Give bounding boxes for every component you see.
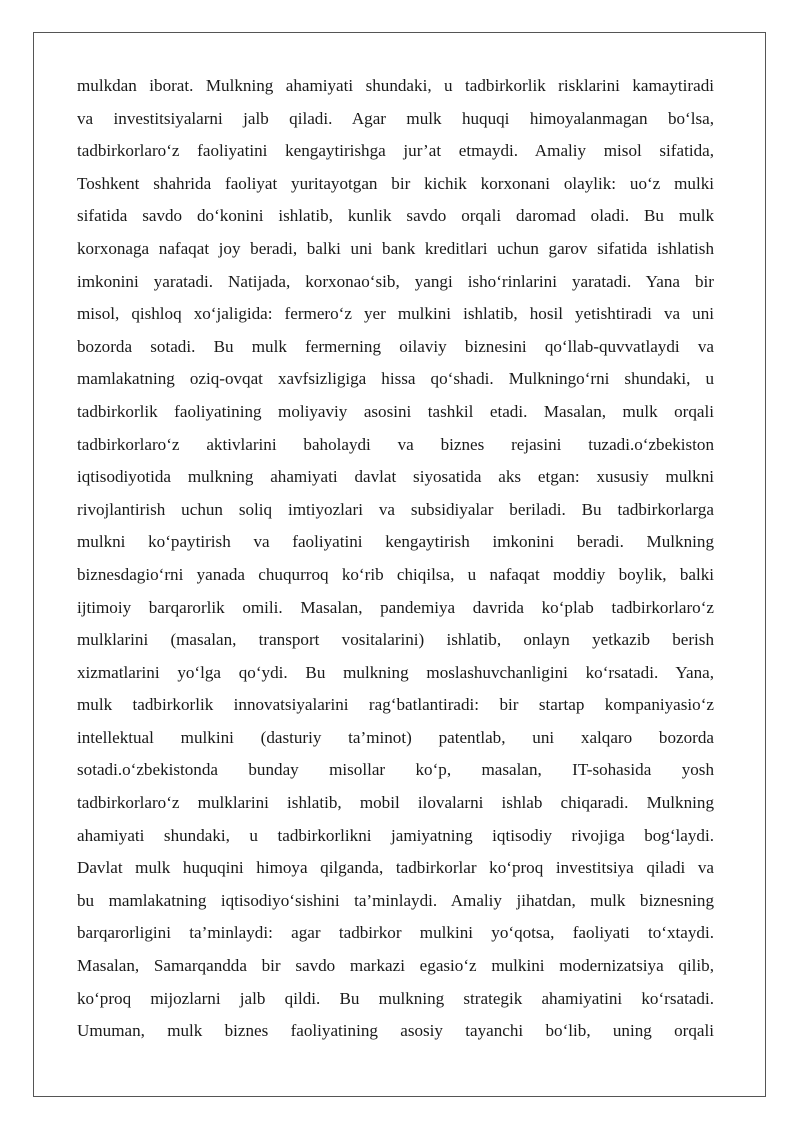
text-line: sifatida savdo do‘konini ishlatib, kunlik savdo orqali daromad oladi. Bu mulk <box>77 206 714 226</box>
text-line: ahamiyati shundaki, u tadbirkorlikni jamiyatning iqtisodiy rivojiga bog‘laydi. <box>77 825 714 845</box>
text-line: rivojlantirish uchun soliq imtiyozlari va subsidiyalar beriladi. Bu tadbirkorlarga <box>77 499 714 519</box>
text-line: sotadi.o‘zbekistonda bunday misollar ko‘p, masalan, IT-sohasida yosh <box>77 760 714 780</box>
text-line: bu mamlakatning iqtisodiyo‘sishini ta’minlaydi. Amaliy jihatdan, mulk biznesning <box>77 890 714 910</box>
text-line: tadbirkorlik faoliyatining moliyaviy asosini tashkil etadi. Masalan, mulk orqali <box>77 401 714 421</box>
text-line: tadbirkorlaro‘z aktivlarini baholaydi va biznes rejasini tuzadi.o‘zbekiston <box>77 434 714 454</box>
text-line: tadbirkorlaro‘z mulklarini ishlatib, mobil ilovalarni ishlab chiqaradi. Mulkning <box>77 793 714 813</box>
text-line: bozorda sotadi. Bu mulk fermerning oilaviy biznesini qo‘llab-quvvatlaydi va <box>77 336 714 356</box>
text-line: ko‘proq mijozlarni jalb qildi. Bu mulkning strategik ahamiyatini ko‘rsatadi. <box>77 988 714 1008</box>
text-line: biznesdagio‘rni yanada chuqurroq ko‘rib chiqilsa, u nafaqat moddiy boylik, balki <box>77 564 714 584</box>
text-line: tadbirkorlaro‘z faoliyatini kengaytirishga jur’at etmaydi. Amaliy misol sifatida, <box>77 141 714 161</box>
text-line: barqarorligini ta’minlaydi: agar tadbirkor mulkini yo‘qotsa, faoliyati to‘xtaydi. <box>77 923 714 943</box>
text-line: mulkdan iborat. Mulkning ahamiyati shundaki, u tadbirkorlik risklarini kamaytiradi <box>77 76 714 95</box>
text-line: iqtisodiyotida mulkning ahamiyati davlat siyosatida aks etgan: xususiy mulkni <box>77 467 714 487</box>
text-line: xizmatlarini yo‘lga qo‘ydi. Bu mulkning moslashuvchanligini ko‘rsatadi. Yana, <box>77 662 714 682</box>
text-line: intellektual mulkini (dasturiy ta’minot) patentlab, uni xalqaro bozorda <box>77 727 714 747</box>
text-line: Masalan, Samarqandda bir savdo markazi egasio‘z mulkini modernizatsiya qilib, <box>77 956 714 976</box>
text-line: mulk tadbirkorlik innovatsiyalarini rag‘batlantiradi: bir startap kompaniyasio‘z <box>77 695 714 715</box>
text-line: mamlakatning oziq-ovqat xavfsizligiga hissa qo‘shadi. Mulkningo‘rni shundaki, u <box>77 369 714 389</box>
text-line: korxonaga nafaqat joy beradi, balki uni bank kreditlari uchun garov sifatida ishlatish <box>77 238 714 258</box>
body-paragraph <box>77 70 714 1048</box>
text-line: mulklarini (masalan, transport vositalarini) ishlatib, onlayn yetkazib berish <box>77 630 714 650</box>
text-line: Toshkent shahrida faoliyat yuritayotgan bir kichik korxonani olaylik: uo‘z mulki <box>77 173 714 193</box>
text-line: imkonini yaratadi. Natijada, korxonao‘sib, yangi isho‘rinlarini yaratadi. Yana bir <box>77 271 714 291</box>
text-line: Davlat mulk huquqini himoya qilganda, tadbirkorlar ko‘proq investitsiya qiladi va <box>77 858 714 878</box>
text-line: mulkni ko‘paytirish va faoliyatini kengaytirish imkonini beradi. Mulkning <box>77 532 714 552</box>
text-line: misol, qishloq xo‘jaligida: fermero‘z yer mulkini ishlatib, hosil yetishtiradi va uni <box>77 304 714 324</box>
text-line: va investitsiyalarni jalb qiladi. Agar mulk huquqi himoyalanmagan bo‘lsa, <box>77 108 714 128</box>
text-line: ijtimoiy barqarorlik omili. Masalan, pandemiya davrida ko‘plab tadbirkorlaro‘z <box>77 597 714 617</box>
text-line: Umuman, mulk biznes faoliyatining asosiy tayanchi bo‘lib, uning orqali <box>77 1021 714 1041</box>
